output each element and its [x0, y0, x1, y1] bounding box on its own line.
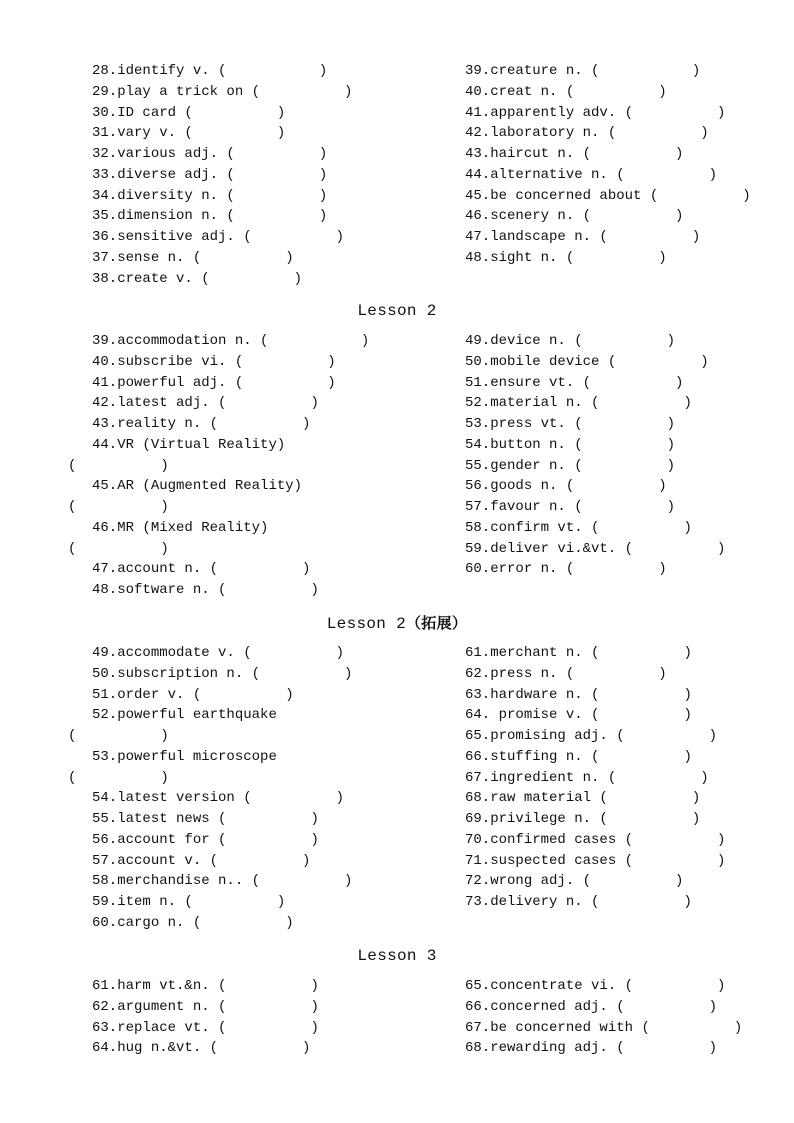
- item-number: 49.: [92, 645, 118, 661]
- item-number: 64.: [465, 707, 491, 724]
- vocab-item: [68, 206, 408, 227]
- item-text[interactable]: create v. ( ): [117, 270, 303, 287]
- lesson3-left-column: [68, 976, 408, 1059]
- item-text[interactable]: confirmed cases ( ): [490, 831, 726, 848]
- vocab-item: [441, 61, 761, 82]
- item-text[interactable]: play a trick on ( ): [117, 83, 353, 100]
- vocab-item: [441, 393, 761, 414]
- vocab-item: [68, 414, 408, 435]
- vocab-item: [441, 643, 761, 664]
- vocab-item: [441, 165, 761, 186]
- item-number: 34.: [92, 187, 118, 204]
- lesson2-ext-heading: [0, 612, 794, 634]
- item-number: 72.: [465, 873, 491, 890]
- item-number: 62.: [92, 998, 118, 1015]
- vocab-item: [68, 685, 408, 706]
- item-text[interactable]: press n. ( ): [490, 665, 667, 682]
- vocab-item: [441, 851, 761, 872]
- vocab-item: [441, 456, 761, 477]
- item-number: 56.: [465, 478, 491, 495]
- item-text[interactable]: suspected cases ( ): [490, 852, 726, 869]
- item-number: 35.: [92, 208, 118, 225]
- item-text[interactable]: scenery n. ( ): [490, 208, 684, 225]
- item-number: 56.: [92, 831, 118, 848]
- vocab-item: [441, 476, 761, 497]
- vocab-item: [68, 435, 408, 456]
- vocab-item: [68, 331, 408, 352]
- item-text[interactable]: dimension n. ( ): [117, 208, 328, 225]
- item-text[interactable]: account n. ( ): [117, 561, 311, 578]
- vocab-item: [441, 123, 761, 144]
- item-number: 68.: [465, 790, 491, 807]
- item-text[interactable]: accommodation n. ( ): [117, 333, 370, 349]
- item-text[interactable]: powerful microscope: [117, 748, 277, 765]
- item-text[interactable]: diverse adj. ( ): [117, 166, 328, 183]
- item-text[interactable]: item n. ( ): [117, 894, 286, 910]
- item-text[interactable]: powerful adj. ( ): [117, 374, 336, 391]
- item-number: 44.: [465, 166, 491, 183]
- item-number: 52.: [92, 707, 118, 724]
- item-number: 41.: [92, 374, 118, 391]
- item-number: 58.: [92, 873, 118, 890]
- answer-blank-line: [68, 768, 408, 789]
- item-text[interactable]: creat n. ( ): [490, 83, 667, 100]
- lesson2-ext-right-column: [441, 643, 761, 913]
- item-text[interactable]: goods n. ( ): [490, 478, 667, 495]
- vocab-item: [68, 227, 408, 248]
- vocab-item: [441, 144, 761, 165]
- lesson2-heading: [0, 300, 794, 322]
- item-number: 53.: [465, 416, 491, 432]
- item-text[interactable]: stuffing n. ( ): [490, 748, 692, 765]
- item-number: 50.: [92, 665, 118, 682]
- item-text[interactable]: sense n. ( ): [117, 249, 294, 266]
- item-text[interactable]: gender n. ( ): [490, 457, 676, 474]
- vocab-item: [441, 414, 761, 435]
- vocab-item: [68, 643, 408, 664]
- item-text[interactable]: sensitive adj. ( ): [117, 229, 345, 245]
- item-number: 42.: [92, 395, 118, 412]
- vocab-item: [441, 518, 761, 539]
- item-text[interactable]: software n. ( ): [117, 582, 319, 598]
- lesson3-heading: [0, 945, 794, 967]
- item-number: 48.: [465, 249, 491, 266]
- item-text[interactable]: powerful earthquake: [117, 707, 277, 724]
- lesson2-ext-left-column: [68, 643, 408, 934]
- item-text[interactable]: MR (Mixed Reality): [117, 519, 269, 536]
- vocab-item: [441, 1038, 761, 1059]
- item-text[interactable]: wrong adj. ( ): [490, 873, 684, 890]
- vocab-item: [68, 705, 408, 726]
- item-text[interactable]: favour n. ( ): [490, 499, 676, 515]
- vocab-item: [441, 768, 761, 789]
- vocab-item: [441, 373, 761, 394]
- item-text[interactable]: reality n. ( ): [117, 416, 311, 432]
- lesson2-ext-heading-text: Lesson 2: [326, 615, 406, 633]
- vocab-item: [441, 497, 761, 518]
- vocab-item: [441, 331, 761, 352]
- item-text[interactable]: haircut n. ( ): [490, 146, 684, 162]
- item-number: 46.: [465, 208, 491, 225]
- vocab-item: [68, 788, 408, 809]
- item-number: 38.: [92, 270, 118, 287]
- vocab-item: [68, 580, 408, 601]
- item-number: 36.: [92, 229, 118, 245]
- vocab-item: [68, 851, 408, 872]
- vocab-item: [441, 539, 761, 560]
- item-text[interactable]: press vt. ( ): [490, 416, 676, 432]
- vocab-item: [441, 788, 761, 809]
- vocab-item: [68, 165, 408, 186]
- vocab-item: [441, 705, 761, 726]
- item-number: 44.: [92, 436, 118, 453]
- item-text[interactable]: promising adj. ( ): [490, 728, 718, 744]
- item-text[interactable]: latest adj. ( ): [117, 395, 319, 412]
- vocab-item: [68, 871, 408, 892]
- vocab-item: [441, 103, 761, 124]
- item-text[interactable]: privilege n. ( ): [490, 811, 701, 827]
- vocab-item: [68, 997, 408, 1018]
- lesson3-heading-text: Lesson 3: [357, 947, 437, 965]
- item-text[interactable]: delivery n. ( ): [490, 894, 692, 910]
- item-text[interactable]: AR (Augmented Reality): [117, 478, 303, 495]
- answer-blank[interactable]: ( ): [68, 769, 169, 786]
- vocab-item: [68, 373, 408, 394]
- item-text[interactable]: hardware n. ( ): [490, 686, 692, 703]
- vocab-item: [441, 435, 761, 456]
- vocab-item: [68, 913, 408, 934]
- item-text[interactable]: subscribe vi. ( ): [117, 353, 336, 370]
- item-number: 67.: [465, 769, 491, 786]
- item-text[interactable]: landscape n. ( ): [490, 229, 701, 245]
- vocab-item: [441, 747, 761, 768]
- item-text[interactable]: material n. ( ): [490, 395, 692, 412]
- item-number: 43.: [92, 416, 118, 432]
- vocab-item: [68, 559, 408, 580]
- item-text[interactable]: ingredient n. ( ): [490, 769, 709, 786]
- item-text[interactable]: device n. ( ): [490, 333, 676, 349]
- item-number: 60.: [92, 914, 118, 931]
- item-number: 55.: [92, 811, 118, 827]
- item-number: 40.: [465, 83, 491, 100]
- item-number: 45.: [92, 478, 118, 495]
- answer-blank[interactable]: ( ): [68, 728, 169, 744]
- section1-right-column: [441, 61, 761, 269]
- vocab-item: [441, 892, 761, 913]
- item-number: 39.: [92, 333, 118, 349]
- item-number: 49.: [465, 333, 491, 349]
- item-number: 39.: [465, 63, 491, 79]
- item-text[interactable]: argument n. ( ): [117, 998, 319, 1015]
- vocab-item: [441, 976, 761, 997]
- lesson2-heading-text: Lesson 2: [357, 302, 437, 320]
- item-number: 65.: [465, 978, 491, 994]
- item-number: 61.: [465, 645, 491, 661]
- answer-blank-line: [68, 497, 408, 518]
- item-text[interactable]: button n. ( ): [490, 436, 676, 453]
- answer-blank-line: [68, 726, 408, 747]
- vocab-item: [68, 352, 408, 373]
- item-text[interactable]: promise v. ( ): [490, 707, 692, 724]
- vocab-item: [68, 518, 408, 539]
- item-number: 48.: [92, 582, 118, 598]
- item-number: 46.: [92, 519, 118, 536]
- item-text[interactable]: harm vt.&n. ( ): [117, 978, 319, 994]
- item-number: 52.: [465, 395, 491, 412]
- answer-blank[interactable]: ( ): [68, 499, 169, 515]
- vocab-item: [68, 476, 408, 497]
- vocab-item: [68, 747, 408, 768]
- item-number: 47.: [465, 229, 491, 245]
- item-text[interactable]: subscription n. ( ): [117, 665, 353, 682]
- answer-blank-line: [68, 456, 408, 477]
- item-number: 42.: [465, 125, 491, 142]
- item-number: 40.: [92, 353, 118, 370]
- vocab-item: [441, 206, 761, 227]
- item-text[interactable]: merchant n. ( ): [490, 645, 692, 661]
- item-number: 28.: [92, 63, 118, 79]
- item-text[interactable]: error n. ( ): [490, 561, 667, 578]
- item-text[interactable]: alternative n. ( ): [490, 166, 718, 183]
- item-number: 41.: [465, 104, 491, 121]
- vocab-item: [441, 186, 761, 207]
- item-number: 47.: [92, 561, 118, 578]
- item-number: 67.: [465, 1019, 491, 1036]
- vocab-item: [68, 144, 408, 165]
- item-text[interactable]: confirm vt. ( ): [490, 519, 692, 536]
- vocab-item: [68, 892, 408, 913]
- vocab-item: [441, 871, 761, 892]
- item-text[interactable]: sight n. ( ): [490, 249, 667, 266]
- item-number: 37.: [92, 249, 118, 266]
- item-text[interactable]: diversity n. ( ): [117, 187, 328, 204]
- answer-blank[interactable]: ( ): [68, 540, 169, 557]
- vocab-item: [68, 664, 408, 685]
- item-number: 31.: [92, 125, 118, 142]
- item-text[interactable]: deliver vi.&vt. ( ): [490, 540, 726, 557]
- vocab-item: [441, 664, 761, 685]
- vocab-item: [441, 726, 761, 747]
- item-text[interactable]: VR (Virtual Reality): [117, 436, 286, 453]
- item-number: 71.: [465, 852, 491, 869]
- vocab-item: [68, 82, 408, 103]
- answer-blank-line: [68, 539, 408, 560]
- item-number: 65.: [465, 728, 491, 744]
- item-number: 51.: [92, 686, 118, 703]
- item-number: 61.: [92, 978, 118, 994]
- item-number: 55.: [465, 457, 491, 474]
- item-text[interactable]: be concerned with ( ): [490, 1019, 743, 1036]
- vocab-item: [441, 685, 761, 706]
- item-text[interactable]: account for ( ): [117, 831, 319, 848]
- item-number: 57.: [92, 852, 118, 869]
- item-number: 29.: [92, 83, 118, 100]
- item-number: 73.: [465, 894, 491, 910]
- item-number: 59.: [465, 540, 491, 557]
- item-number: 63.: [465, 686, 491, 703]
- item-text[interactable]: ID card ( ): [117, 104, 286, 121]
- item-number: 30.: [92, 104, 118, 121]
- item-number: 43.: [465, 146, 491, 162]
- item-text[interactable]: be concerned about ( ): [490, 187, 751, 204]
- item-text[interactable]: latest version ( ): [117, 790, 345, 807]
- vocab-item: [68, 393, 408, 414]
- item-number: 53.: [92, 748, 118, 765]
- vocab-item: [441, 82, 761, 103]
- vocab-item: [68, 61, 408, 82]
- item-text[interactable]: concerned adj. ( ): [490, 998, 718, 1015]
- item-text[interactable]: accommodate v. ( ): [117, 645, 345, 661]
- vocab-item: [68, 269, 408, 290]
- item-text[interactable]: concentrate vi. ( ): [490, 978, 726, 994]
- item-number: 68.: [465, 1040, 491, 1057]
- vocab-item: [68, 830, 408, 851]
- item-number: 51.: [465, 374, 491, 391]
- lesson2-ext-heading-cn: （拓展）: [406, 614, 468, 632]
- item-number: 63.: [92, 1019, 118, 1036]
- item-text[interactable]: vary v. ( ): [117, 125, 286, 142]
- item-number: 66.: [465, 748, 491, 765]
- item-number: 54.: [465, 436, 491, 453]
- vocab-item: [441, 1018, 761, 1039]
- item-text[interactable]: raw material ( ): [490, 790, 701, 807]
- item-number: 57.: [465, 499, 491, 515]
- vocab-item: [441, 830, 761, 851]
- vocab-item: [441, 559, 761, 580]
- item-text[interactable]: account v. ( ): [117, 852, 311, 869]
- item-text[interactable]: merchandise n.. ( ): [117, 873, 353, 890]
- item-number: 50.: [465, 353, 491, 370]
- vocab-item: [68, 976, 408, 997]
- item-text[interactable]: cargo n. ( ): [117, 914, 294, 931]
- item-number: 64.: [92, 1040, 118, 1057]
- item-number: 59.: [92, 894, 118, 910]
- item-text[interactable]: ensure vt. ( ): [490, 374, 684, 391]
- item-number: 58.: [465, 519, 491, 536]
- vocab-item: [441, 227, 761, 248]
- item-text[interactable]: replace vt. ( ): [117, 1019, 319, 1036]
- item-number: 70.: [465, 831, 491, 848]
- item-number: 69.: [465, 811, 491, 827]
- vocab-item: [441, 352, 761, 373]
- vocab-item: [441, 997, 761, 1018]
- item-number: 54.: [92, 790, 118, 807]
- item-number: 45.: [465, 187, 491, 204]
- vocab-item: [68, 123, 408, 144]
- item-text[interactable]: laboratory n. ( ): [490, 125, 709, 142]
- item-text[interactable]: apparently adv. ( ): [490, 104, 726, 121]
- item-text[interactable]: latest news ( ): [117, 811, 319, 827]
- vocab-item: [68, 1038, 408, 1059]
- section1-left-column: [68, 61, 408, 289]
- lesson2-right-column: [441, 331, 761, 580]
- item-text[interactable]: identify v. ( ): [117, 63, 328, 79]
- answer-blank[interactable]: ( ): [68, 457, 169, 474]
- item-text[interactable]: order v. ( ): [117, 686, 294, 703]
- vocab-item: [68, 103, 408, 124]
- vocab-item: [441, 809, 761, 830]
- item-text[interactable]: creature n. ( ): [490, 63, 701, 79]
- item-text[interactable]: various adj. ( ): [117, 146, 328, 162]
- item-number: 60.: [465, 561, 491, 578]
- item-number: 66.: [465, 998, 491, 1015]
- item-text[interactable]: hug n.&vt. ( ): [117, 1040, 311, 1057]
- item-number: 33.: [92, 166, 118, 183]
- item-number: 62.: [465, 665, 491, 682]
- vocab-item: [68, 809, 408, 830]
- vocab-item: [68, 186, 408, 207]
- lesson3-right-column: [441, 976, 761, 1059]
- vocab-item: [441, 248, 761, 269]
- item-text[interactable]: mobile device ( ): [490, 353, 709, 370]
- item-number: 32.: [92, 146, 118, 162]
- lesson2-left-column: [68, 331, 408, 601]
- vocab-item: [68, 248, 408, 269]
- vocab-item: [68, 1018, 408, 1039]
- item-text[interactable]: rewarding adj. ( ): [490, 1040, 718, 1057]
